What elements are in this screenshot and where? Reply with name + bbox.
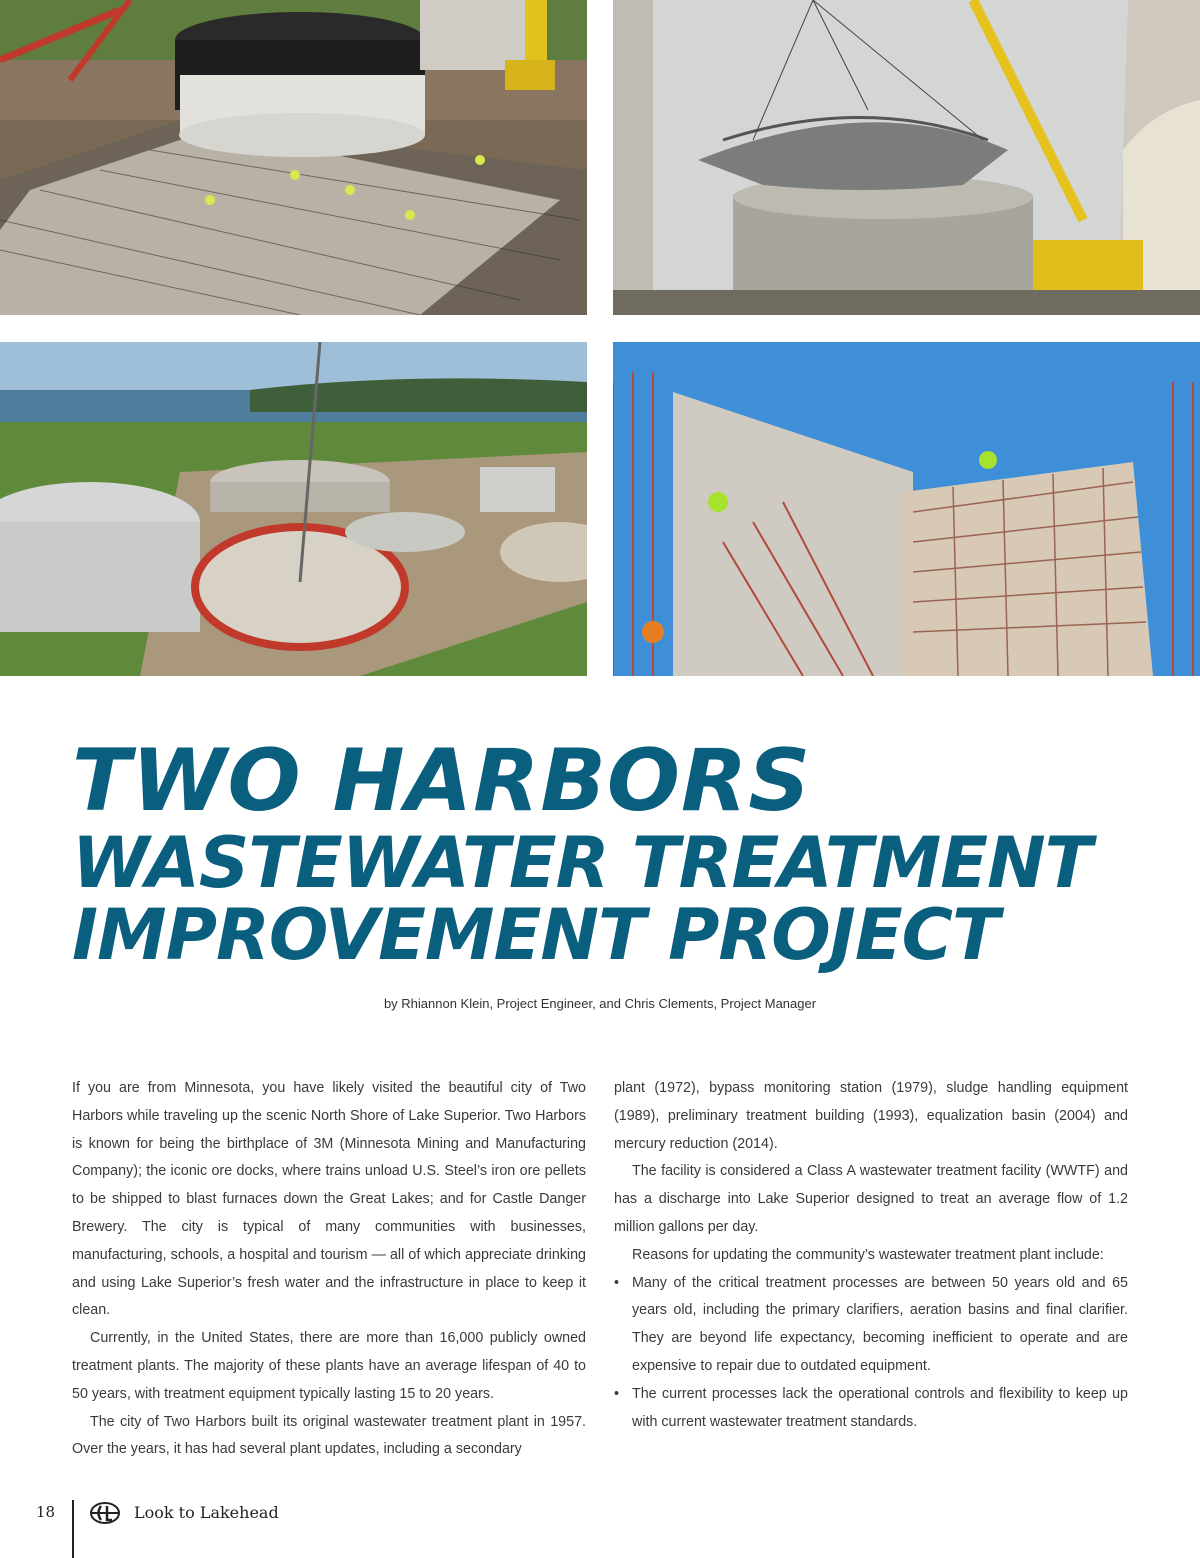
- article-title: [72, 731, 1172, 976]
- publication-name: Look to Lakehead: [134, 1503, 279, 1522]
- title-line-3: IMPROVEMENT PROJECT: [72, 894, 999, 976]
- footer-divider: [72, 1500, 74, 1558]
- list-item: • The current processes lack the operational controls and flexibility to keep up with current wastewater treatment standards.: [614, 1381, 1128, 1437]
- photo-wall-formwork: [613, 342, 1200, 676]
- list-item: • Many of the critical treatment processes are between 50 years old and 65 years old, including the primary clarifiers, aeration basins and final clarifier. They are beyond life expectancy, becoming inefficient to operate and are expensive to repair due to outdated equipment.: [614, 1270, 1128, 1381]
- body-column-right: [614, 1075, 1128, 1436]
- lakehead-logo-icon: [90, 1502, 120, 1524]
- body-paragraph: If you are from Minnesota, you have likely visited the beautiful city of Two Harbors while traveling up the scenic North Shore of Lake Superior. Two Harbors is known for being the birthplace of 3M (Minnesota Mining and Manufacturing Company); the iconic ore docks, where trains unload U.S. Steel’s iron ore pellets to be shipped to blast furnaces down the Great Lakes; and for Castle Danger Brewery. The city is typical of many communities with businesses, manufacturing, schools, a hospital and tourism — all of which appreciate drinking and using Lake Superior’s fresh water and the infrastructure in place to keep it clean.: [72, 1080, 586, 1319]
- body-paragraph: plant (1972), bypass monitoring station (1979), sludge handling equipment (1989), preliminary treatment building (1993), equalization basin (2004) and mercury reduction (2014).: [614, 1080, 1128, 1152]
- photo-crane-dome: [613, 0, 1200, 315]
- page-number: 18: [36, 1503, 56, 1521]
- body-paragraph: Currently, in the United States, there are more than 16,000 publicly owned treatment plants. The majority of these plants have an average lifespan of 40 to 50 years, with treatment equipment typically lasting 15 to 20 years.: [72, 1330, 586, 1402]
- body-paragraph: The facility is considered a Class A wastewater treatment facility (WWTF) and has a discharge into Lake Superior designed to treat an average flow of 1.2 million gallons per day.: [614, 1163, 1128, 1235]
- photo-rebar-slab: [0, 0, 587, 315]
- title-line-1: TWO HARBORS: [72, 731, 812, 831]
- title-line-2: WASTEWATER TREATMENT: [72, 822, 1092, 904]
- reasons-list: [614, 1270, 1128, 1437]
- body-paragraph: The city of Two Harbors built its original wastewater treatment plant in 1957. Over the years, it has had several plant updates, including a secondary: [72, 1413, 586, 1458]
- byline: by Rhiannon Klein, Project Engineer, and Chris Clements, Project Manager: [383, 996, 817, 1011]
- photo-aerial-plant: [0, 342, 587, 676]
- body-paragraph: Reasons for updating the community’s wastewater treatment plant include:: [632, 1246, 1104, 1263]
- body-column-left: [72, 1075, 586, 1464]
